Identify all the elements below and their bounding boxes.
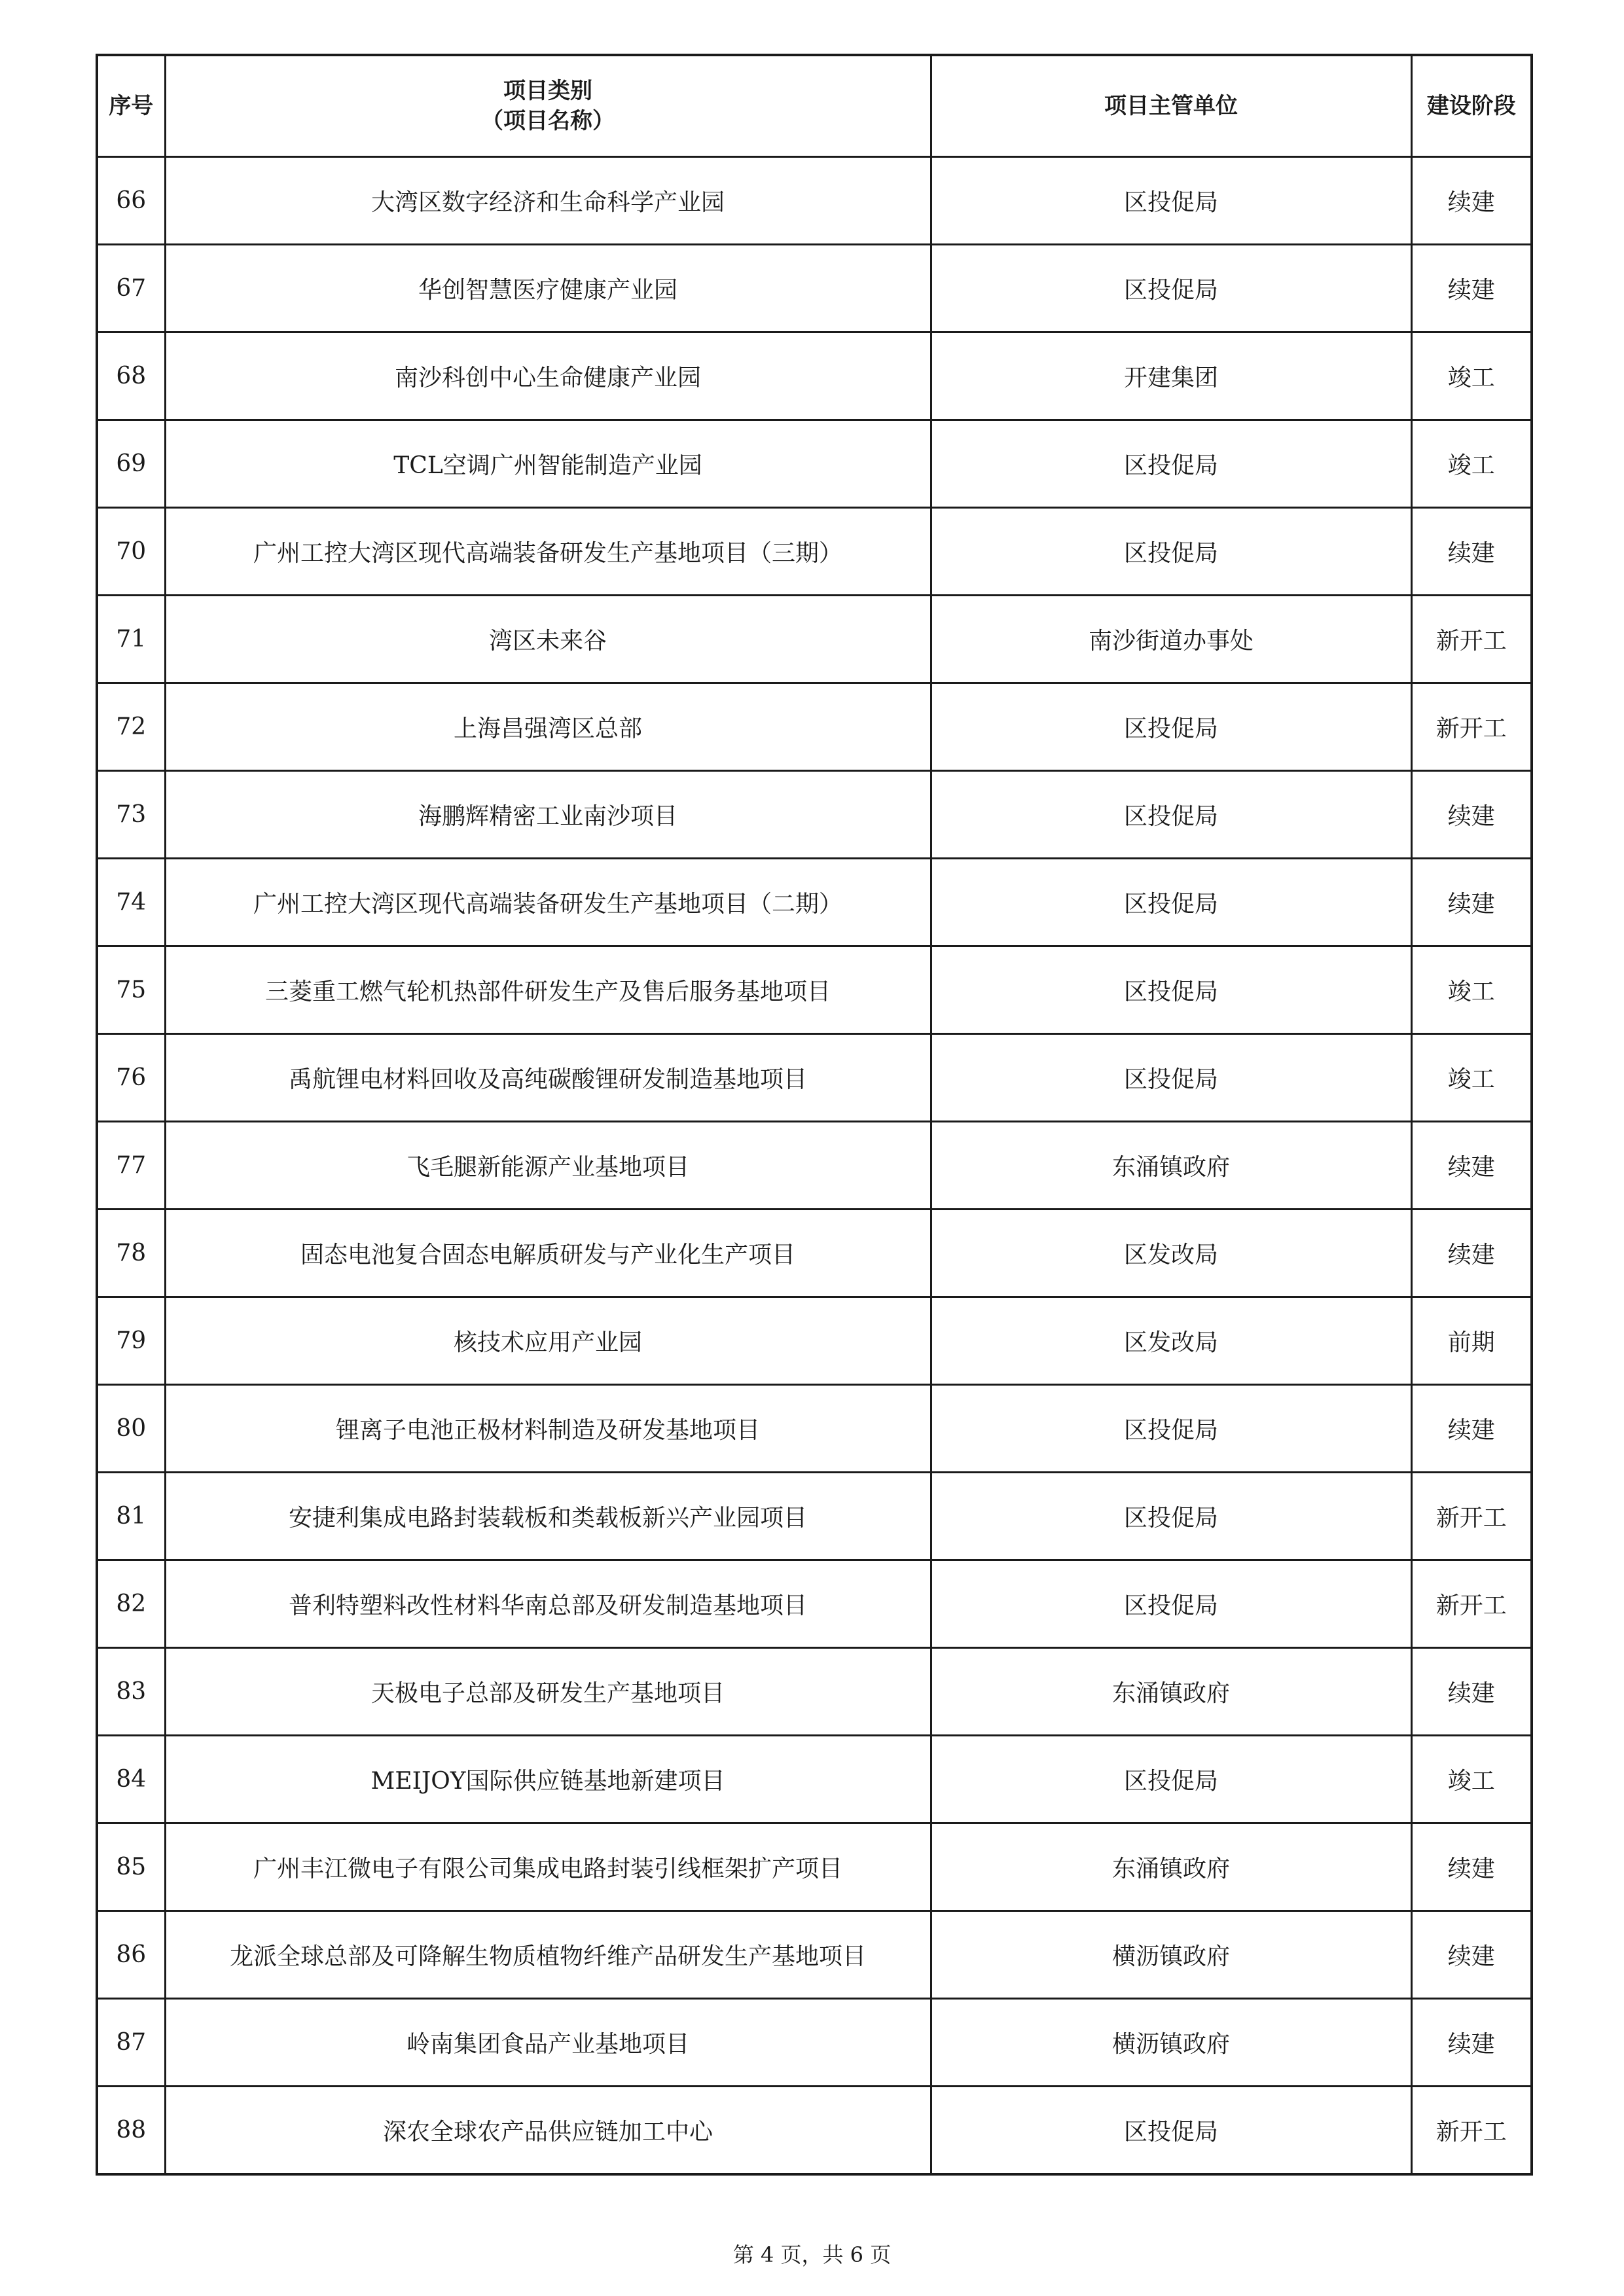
cell-managing-unit: 区投促局	[931, 1473, 1411, 1560]
table-row	[97, 1999, 1532, 2087]
cell-construction-stage: 续建	[1411, 1999, 1532, 2087]
table-row	[97, 332, 1532, 420]
header-project-category	[165, 55, 931, 157]
cell-serial-number: 67	[97, 245, 165, 332]
cell-serial-number: 86	[97, 1911, 165, 1999]
cell-project-name: 广州工控大湾区现代高端装备研发生产基地项目（三期）	[165, 508, 931, 596]
cell-construction-stage: 竣工	[1411, 332, 1532, 420]
cell-project-name: 华创智慧医疗健康产业园	[165, 245, 931, 332]
header-project-category-line1: 项目类别	[503, 78, 592, 104]
cell-project-name: 安捷利集成电路封装载板和类载板新兴产业园项目	[165, 1473, 931, 1560]
table-row	[97, 596, 1532, 683]
cell-construction-stage: 新开工	[1411, 683, 1532, 771]
cell-construction-stage: 竣工	[1411, 420, 1532, 508]
cell-construction-stage: 续建	[1411, 1385, 1532, 1473]
table-row	[97, 1210, 1532, 1297]
cell-construction-stage: 续建	[1411, 1823, 1532, 1911]
cell-project-name: 广州工控大湾区现代高端装备研发生产基地项目（二期）	[165, 859, 931, 946]
cell-project-name: MEIJOY国际供应链基地新建项目	[165, 1736, 931, 1823]
cell-project-name: 海鹏辉精密工业南沙项目	[165, 771, 931, 859]
header-managing-unit: 项目主管单位	[931, 55, 1411, 157]
cell-serial-number: 79	[97, 1297, 165, 1385]
table-row	[97, 157, 1532, 245]
cell-project-name: 三菱重工燃气轮机热部件研发生产及售后服务基地项目	[165, 946, 931, 1034]
cell-project-name: 岭南集团食品产业基地项目	[165, 1999, 931, 2087]
cell-managing-unit: 区投促局	[931, 683, 1411, 771]
table-row	[97, 1385, 1532, 1473]
cell-construction-stage: 续建	[1411, 245, 1532, 332]
cell-managing-unit: 区投促局	[931, 1385, 1411, 1473]
cell-construction-stage: 续建	[1411, 771, 1532, 859]
cell-serial-number: 70	[97, 508, 165, 596]
cell-managing-unit: 区投促局	[931, 508, 1411, 596]
cell-serial-number: 74	[97, 859, 165, 946]
cell-managing-unit: 区投促局	[931, 1736, 1411, 1823]
header-row	[97, 55, 1532, 157]
cell-construction-stage: 续建	[1411, 1122, 1532, 1210]
cell-construction-stage: 竣工	[1411, 1034, 1532, 1122]
cell-serial-number: 71	[97, 596, 165, 683]
cell-managing-unit: 东涌镇政府	[931, 1122, 1411, 1210]
cell-construction-stage: 续建	[1411, 1648, 1532, 1736]
cell-project-name: 广州丰江微电子有限公司集成电路封装引线框架扩产项目	[165, 1823, 931, 1911]
table-row	[97, 1473, 1532, 1560]
cell-construction-stage: 竣工	[1411, 1736, 1532, 1823]
header-project-category-line2: （项目名称）	[481, 108, 615, 134]
cell-project-name: 湾区未来谷	[165, 596, 931, 683]
cell-serial-number: 77	[97, 1122, 165, 1210]
cell-managing-unit: 区投促局	[931, 1560, 1411, 1648]
cell-project-name: 锂离子电池正极材料制造及研发基地项目	[165, 1385, 931, 1473]
table-row	[97, 1911, 1532, 1999]
cell-construction-stage: 续建	[1411, 859, 1532, 946]
cell-construction-stage: 前期	[1411, 1297, 1532, 1385]
cell-serial-number: 78	[97, 1210, 165, 1297]
table-header	[97, 55, 1532, 157]
cell-project-name: 飞毛腿新能源产业基地项目	[165, 1122, 931, 1210]
cell-project-name: 龙派全球总部及可降解生物质植物纤维产品研发生产基地项目	[165, 1911, 931, 1999]
cell-serial-number: 81	[97, 1473, 165, 1560]
table-row	[97, 245, 1532, 332]
cell-managing-unit: 区投促局	[931, 946, 1411, 1034]
table-row	[97, 1823, 1532, 1911]
cell-serial-number: 87	[97, 1999, 165, 2087]
table-row	[97, 859, 1532, 946]
cell-project-name: 普利特塑料改性材料华南总部及研发制造基地项目	[165, 1560, 931, 1648]
cell-serial-number: 69	[97, 420, 165, 508]
table-row	[97, 1297, 1532, 1385]
cell-construction-stage: 续建	[1411, 1210, 1532, 1297]
cell-managing-unit: 区投促局	[931, 1034, 1411, 1122]
cell-project-name: 深农全球农产品供应链加工中心	[165, 2087, 931, 2175]
cell-serial-number: 72	[97, 683, 165, 771]
table-row	[97, 1648, 1532, 1736]
cell-serial-number: 76	[97, 1034, 165, 1122]
cell-construction-stage: 竣工	[1411, 946, 1532, 1034]
cell-serial-number: 73	[97, 771, 165, 859]
cell-project-name: 天极电子总部及研发生产基地项目	[165, 1648, 931, 1736]
cell-managing-unit: 东涌镇政府	[931, 1648, 1411, 1736]
cell-construction-stage: 续建	[1411, 1911, 1532, 1999]
cell-serial-number: 85	[97, 1823, 165, 1911]
cell-serial-number: 80	[97, 1385, 165, 1473]
cell-serial-number: 82	[97, 1560, 165, 1648]
cell-project-name: 大湾区数字经济和生命科学产业园	[165, 157, 931, 245]
table-row	[97, 1034, 1532, 1122]
cell-managing-unit: 东涌镇政府	[931, 1823, 1411, 1911]
cell-managing-unit: 区投促局	[931, 420, 1411, 508]
cell-managing-unit: 区发改局	[931, 1210, 1411, 1297]
cell-managing-unit: 区发改局	[931, 1297, 1411, 1385]
cell-managing-unit: 区投促局	[931, 245, 1411, 332]
page-footer: 第 4 页，共 6 页	[732, 2242, 892, 2267]
cell-project-name: 南沙科创中心生命健康产业园	[165, 332, 931, 420]
cell-construction-stage: 续建	[1411, 157, 1532, 245]
cell-construction-stage: 续建	[1411, 508, 1532, 596]
cell-project-name: 核技术应用产业园	[165, 1297, 931, 1385]
table-row	[97, 1122, 1532, 1210]
cell-serial-number: 68	[97, 332, 165, 420]
cell-managing-unit: 区投促局	[931, 771, 1411, 859]
cell-construction-stage: 新开工	[1411, 596, 1532, 683]
cell-managing-unit: 横沥镇政府	[931, 1911, 1411, 1999]
cell-construction-stage: 新开工	[1411, 2087, 1532, 2175]
table-row	[97, 420, 1532, 508]
cell-serial-number: 75	[97, 946, 165, 1034]
cell-construction-stage: 新开工	[1411, 1473, 1532, 1560]
table-body	[97, 157, 1532, 2175]
cell-serial-number: 88	[97, 2087, 165, 2175]
cell-managing-unit: 横沥镇政府	[931, 1999, 1411, 2087]
table-row	[97, 1736, 1532, 1823]
cell-construction-stage: 新开工	[1411, 1560, 1532, 1648]
cell-project-name: 固态电池复合固态电解质研发与产业化生产项目	[165, 1210, 931, 1297]
table-row	[97, 2087, 1532, 2175]
cell-managing-unit: 开建集团	[931, 332, 1411, 420]
cell-managing-unit: 区投促局	[931, 2087, 1411, 2175]
table-row	[97, 946, 1532, 1034]
cell-serial-number: 83	[97, 1648, 165, 1736]
cell-managing-unit: 区投促局	[931, 859, 1411, 946]
cell-serial-number: 66	[97, 157, 165, 245]
header-serial-number: 序号	[97, 55, 165, 157]
cell-managing-unit: 南沙街道办事处	[931, 596, 1411, 683]
table-row	[97, 1560, 1532, 1648]
header-construction-stage: 建设阶段	[1411, 55, 1532, 157]
cell-project-name: 禹航锂电材料回收及高纯碳酸锂研发制造基地项目	[165, 1034, 931, 1122]
table-row	[97, 683, 1532, 771]
cell-serial-number: 84	[97, 1736, 165, 1823]
cell-project-name: 上海昌强湾区总部	[165, 683, 931, 771]
cell-managing-unit: 区投促局	[931, 157, 1411, 245]
project-table	[96, 54, 1533, 2176]
cell-project-name: TCL空调广州智能制造产业园	[165, 420, 931, 508]
table-row	[97, 771, 1532, 859]
table-row	[97, 508, 1532, 596]
